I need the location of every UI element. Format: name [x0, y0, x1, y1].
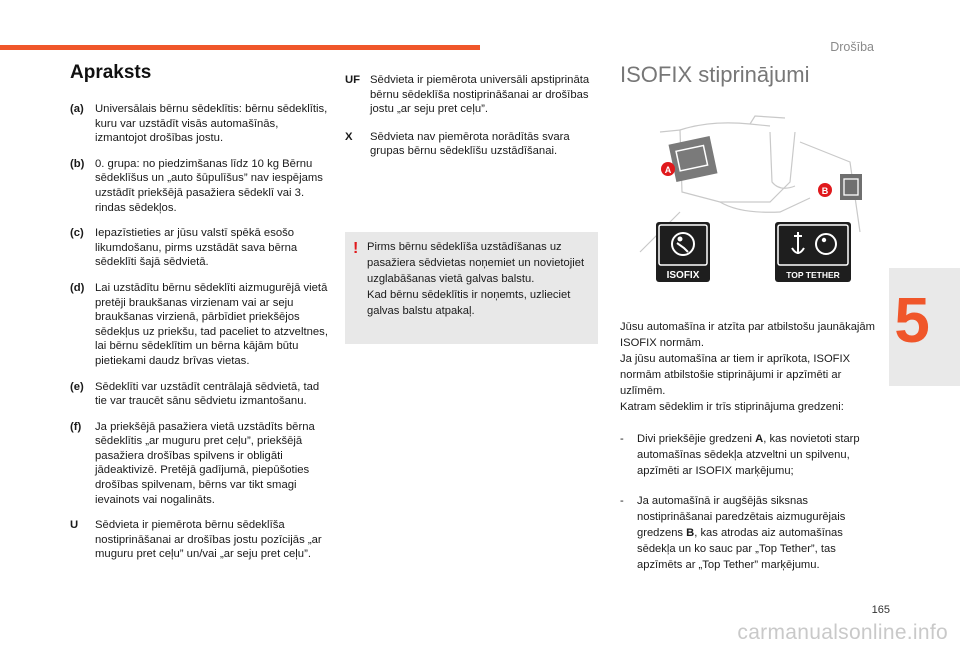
definition-key: (f)	[70, 420, 82, 433]
list-dash: -	[620, 495, 624, 507]
definition-item	[70, 226, 332, 270]
description-column	[70, 62, 332, 573]
top-tether-badge-text: TOP TETHER	[786, 270, 840, 280]
chapter-number: 5	[894, 284, 930, 356]
definition-key: (b)	[70, 157, 85, 170]
definition-key: (d)	[70, 281, 85, 294]
chapter-title: Drošība	[830, 40, 874, 54]
isofix-column	[620, 62, 880, 302]
bullet-bold: B	[686, 527, 695, 539]
definition-text: Lai uzstādītu bērnu sēdeklīti aizmugurējā vietā pretēji braukšanas virzienam vai ar seju braukšanas virzienā, pārbīdiet priekšējos sēdekļus uz priekšu, tad paceliet to atzveltnes, lai bērnu sēdeklītim un bērna kājām būtu pietiekami daudz brīvas vietas.	[95, 281, 328, 367]
definition-text: Sēdvieta ir piemērota universāli apstiprināta bērnu sēdeklīša nostiprināšanai ar drošības jostu „ar seju pret ceļu”.	[370, 74, 590, 116]
definition-key: (a)	[70, 103, 84, 115]
list-dash: -	[620, 433, 624, 445]
isofix-intro-1: Jūsu automašīna ir atzīta par atbilstošu jaunākajām ISOFIX normām.	[620, 321, 875, 349]
isofix-body	[620, 319, 880, 573]
bullet-text: , kas atrodas aiz automašīnas sēdekļa un ko sauc par „Top Tether”, tas apzīmēts ar „Top Tether” marķējumu.	[637, 527, 843, 571]
bullet-text: Divi priekšējie gredzeni	[637, 433, 756, 445]
bullet-text: , kas novietoti starp automašīnas sēdekļa atzveltni un spilvenu, apzīmēti ar ISOFIX marķējumu;	[637, 433, 860, 477]
definition-item	[70, 281, 332, 369]
definition-text: Iepazīstieties ar jūsu valstī spēkā esošo likumdošanu, pirms uzstādāt sava bērna sēdeklīti šajā sēdvietā.	[95, 227, 298, 269]
bullet-bold: A	[755, 433, 764, 445]
watermark: carmanualsonline.info	[737, 621, 948, 644]
definition-text: Ja priekšējā pasažiera vietā uzstādīts bērna sēdeklītis „ar muguru pret ceļu”, priekšējā pasažiera drošības spilvens ir obligāti jādeaktivizē. Pretējā gadījumā, piepūšoties drošības spilvenam, bērns var tikt smagi ievainots vai nogalināts.	[95, 420, 315, 506]
isofix-badge	[656, 222, 710, 282]
isofix-anchor-shape	[669, 136, 718, 182]
definition-text: Universālais bērnu sēdeklītis: bērnu sēdeklītis, kuru var uzstādīt visās automašīnās, izmantojot drošības jostu.	[95, 103, 328, 145]
definition-item	[70, 420, 332, 508]
isofix-intro-2: Ja jūsu automašīna ar tiem ir aprīkota, ISOFIX normām atbilstošie stiprinājumi ir apzīmēti ar uzlīmēm.	[620, 353, 851, 397]
definition-text: Sēdvieta ir piemērota bērnu sēdeklīša nostiprināšanai ar drošības jostu pozīcijās „ar muguru pret ceļu” un/vai „ar seju pret ceļu”.	[95, 519, 322, 561]
isofix-badge-text: ISOFIX	[666, 270, 700, 281]
isofix-title: ISOFIX stiprinājumi	[620, 62, 810, 87]
warning-box	[345, 232, 598, 344]
definition-text: Sēdeklīti var uzstādīt centrālajā sēdvietā, tad tie var traucēt sānu sēdvietu izmantošanu.	[95, 380, 320, 408]
definition-item	[70, 518, 332, 562]
warning-text-1: Pirms bērnu sēdeklīša uzstādīšanas uz pasažiera sēdvietas noņemiet un novietojiet uzglabāšanas vietā galvas balstu.	[367, 241, 585, 285]
definition-item	[70, 157, 332, 215]
list-item	[620, 431, 880, 479]
exclamation-icon: !	[353, 240, 359, 257]
definition-item	[345, 73, 600, 117]
warning-text-2: Kad bērnu sēdeklītis ir noņemts, uzlieciet galvas balstu atpakaļ.	[367, 289, 571, 317]
isofix-illustration	[620, 102, 874, 302]
description-column-2	[345, 73, 600, 170]
definition-item	[345, 130, 600, 159]
top-tether-badge	[775, 222, 851, 282]
description-title: Apraksts	[70, 62, 152, 83]
isofix-intro-3: Katram sēdeklim ir trīs stiprinājuma gredzeni:	[620, 401, 844, 413]
seat-anchor-drawing	[620, 102, 874, 307]
definition-text: 0. grupa: no piedzimšanas līdz 10 kg Bērnu sēdeklīšus un „auto šūpulīšus” nav iespējams uzstādīt priekšējā pasažiera sēdeklī vai 3. rindas sēdekļos.	[95, 157, 323, 214]
top-accent-bar	[0, 45, 480, 50]
tether-anchor-shape	[840, 174, 862, 200]
definition-item	[70, 102, 332, 146]
definition-item	[70, 380, 332, 409]
definition-key: X	[345, 130, 353, 143]
page-number: 165	[871, 604, 890, 616]
definition-text: Sēdvieta nav piemērota norādītās svara grupas bērnu sēdeklīšu uzstādīšanai.	[370, 130, 570, 158]
definition-key: UF	[345, 74, 361, 86]
bullet-text: Ja automašīnā ir augšējās siksnas nostiprināšanai paredzētais aizmugurējais gredzens	[637, 495, 846, 539]
definition-key: (e)	[70, 380, 84, 393]
definition-key: (c)	[70, 227, 84, 240]
label-b-text: B	[821, 186, 829, 196]
definition-key: U	[70, 519, 79, 532]
label-a-text: A	[664, 165, 672, 175]
list-item	[620, 493, 880, 573]
